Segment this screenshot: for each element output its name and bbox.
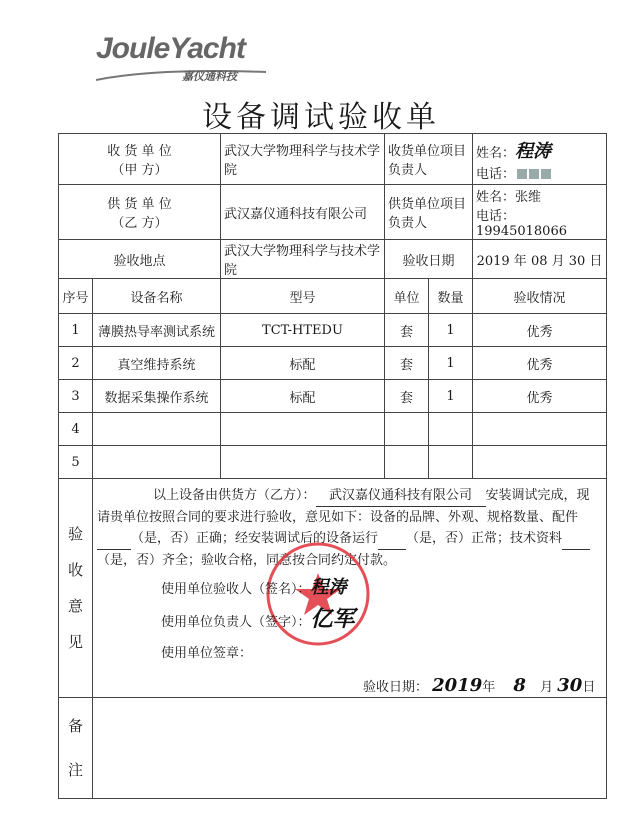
cell-qty: 1 bbox=[429, 380, 473, 413]
col-header-index: 序号 bbox=[59, 279, 93, 314]
blank-line bbox=[562, 528, 590, 550]
signature-seal bbox=[161, 643, 252, 664]
cell-name bbox=[93, 446, 221, 479]
company-logo bbox=[96, 32, 266, 84]
side-char: 验 bbox=[67, 525, 83, 543]
cell-status bbox=[473, 413, 607, 446]
supplier-row bbox=[59, 185, 607, 240]
receiver-row bbox=[59, 134, 607, 185]
logo-swoosh-icon bbox=[96, 62, 266, 84]
cell-qty bbox=[429, 413, 473, 446]
col-header-qty: 数量 bbox=[429, 279, 473, 314]
date-value: 2019 年 08 月 30 日 bbox=[473, 240, 607, 279]
supplier-label-line1: 供 货 单 位 bbox=[107, 197, 172, 212]
sig1-label: 使用单位验收人（签名）： bbox=[161, 582, 311, 597]
acceptance-text-yes3: （是，否）齐全；验收合格，同意按合同约定付款。 bbox=[97, 553, 397, 568]
acceptance-text-start: 以上设备由供货方（乙方）： bbox=[153, 488, 316, 503]
date-day: 30 bbox=[557, 675, 583, 696]
location-row bbox=[59, 240, 607, 279]
cell-index: 2 bbox=[59, 347, 93, 380]
receiver-phone-label: 电话： bbox=[476, 166, 516, 182]
blank-line bbox=[97, 528, 131, 550]
table-row bbox=[59, 413, 607, 446]
side-char: 意 bbox=[67, 597, 83, 615]
cell-name: 薄膜热导率测试系统 bbox=[93, 314, 221, 347]
date-label: 验收日期 bbox=[385, 240, 473, 279]
acceptance-content bbox=[93, 479, 607, 698]
cell-model: 标配 bbox=[221, 347, 385, 380]
equipment-header-row bbox=[59, 279, 607, 314]
table-row bbox=[59, 380, 607, 413]
cell-status: 优秀 bbox=[473, 314, 607, 347]
location-value: 武汉大学物理科学与技术学院 bbox=[221, 240, 385, 279]
redaction-mark bbox=[541, 169, 551, 179]
signature-acceptor bbox=[161, 577, 347, 600]
logo-subtitle: 嘉仪通科技 bbox=[182, 70, 237, 83]
supplier-label bbox=[59, 185, 221, 240]
cell-unit bbox=[385, 413, 429, 446]
supplier-contact-label: 供货单位项目负责人 bbox=[385, 185, 473, 240]
cell-unit: 套 bbox=[385, 380, 429, 413]
table-row bbox=[59, 347, 607, 380]
cell-name bbox=[93, 413, 221, 446]
location-label: 验收地点 bbox=[59, 240, 221, 279]
cell-qty: 1 bbox=[429, 347, 473, 380]
sig1-handwriting: 程涛 bbox=[310, 577, 347, 598]
remark-side-label bbox=[59, 698, 93, 799]
cell-model bbox=[221, 446, 385, 479]
signature-manager bbox=[161, 606, 355, 633]
cell-qty: 1 bbox=[429, 314, 473, 347]
date-month-unit: 月 bbox=[540, 680, 554, 695]
acceptance-date-label: 验收日期： bbox=[363, 680, 429, 695]
cell-name: 数据采集操作系统 bbox=[93, 380, 221, 413]
receiver-label-line2: （甲 方） bbox=[111, 163, 168, 178]
col-header-status: 验收情况 bbox=[473, 279, 607, 314]
cell-index: 1 bbox=[59, 314, 93, 347]
acceptance-row bbox=[59, 479, 607, 698]
supplier-contact bbox=[473, 185, 607, 240]
side-char: 见 bbox=[67, 633, 83, 651]
cell-model: 标配 bbox=[221, 380, 385, 413]
acceptance-text-yes1: （是，否）正确；经安装调试后的设备运行 bbox=[131, 531, 379, 546]
receiver-name-signature: 程涛 bbox=[515, 140, 552, 162]
acceptance-text-mid: 安装调试完成，现请贵单位按照合同的要求进行验收，意见如下：设备的品牌、外观、规格数量、配件 bbox=[97, 488, 590, 525]
col-header-model: 型号 bbox=[221, 279, 385, 314]
supplier-name: 姓名：张维 bbox=[476, 189, 542, 205]
supplier-value: 武汉嘉仪通科技有限公司 bbox=[221, 185, 385, 240]
date-month: 8 bbox=[513, 675, 526, 696]
acceptance-side-label bbox=[59, 479, 93, 698]
col-header-name: 设备名称 bbox=[93, 279, 221, 314]
cell-qty bbox=[429, 446, 473, 479]
remark-content bbox=[93, 698, 607, 799]
sig2-label: 使用单位负责人（签字）： bbox=[161, 615, 311, 630]
acceptance-form bbox=[58, 133, 607, 799]
receiver-label-line1: 收 货 单 位 bbox=[107, 144, 172, 159]
logo-brand: JouleYacht bbox=[96, 32, 245, 65]
cell-index: 5 bbox=[59, 446, 93, 479]
receiver-label bbox=[59, 134, 221, 185]
cell-unit bbox=[385, 446, 429, 479]
supplier-phone: 电话：19945018066 bbox=[476, 208, 567, 239]
receiver-value: 武汉大学物理科学与技术学院 bbox=[221, 134, 385, 185]
document-title: 设备调试验收单 bbox=[202, 100, 440, 135]
cell-unit: 套 bbox=[385, 314, 429, 347]
cell-model: TCT-HTEDU bbox=[221, 314, 385, 347]
side-char: 备 bbox=[67, 717, 83, 735]
sig2-handwriting: 亿军 bbox=[310, 606, 355, 632]
redaction-mark bbox=[529, 169, 539, 179]
cell-index: 3 bbox=[59, 380, 93, 413]
table-row bbox=[59, 314, 607, 347]
side-char: 收 bbox=[67, 561, 83, 579]
cell-model bbox=[221, 413, 385, 446]
table-row bbox=[59, 446, 607, 479]
supplier-label-line2: （乙 方） bbox=[111, 216, 168, 231]
col-header-unit: 单位 bbox=[385, 279, 429, 314]
acceptance-text-yes2: （是，否）正常；技术资料 bbox=[406, 531, 563, 546]
redaction-mark bbox=[517, 169, 527, 179]
date-year-unit: 年 bbox=[482, 680, 496, 695]
receiver-name-label: 姓名： bbox=[476, 145, 516, 161]
acceptance-date bbox=[363, 675, 595, 698]
side-char: 注 bbox=[67, 761, 83, 779]
cell-status: 优秀 bbox=[473, 380, 607, 413]
cell-unit: 套 bbox=[385, 347, 429, 380]
receiver-contact-label: 收货单位项目负责人 bbox=[385, 134, 473, 185]
cell-status bbox=[473, 446, 607, 479]
date-year: 2019 bbox=[432, 675, 483, 696]
receiver-contact bbox=[473, 134, 607, 185]
date-day-unit: 日 bbox=[582, 680, 596, 695]
remark-row bbox=[59, 698, 607, 799]
sig3-label: 使用单位签章： bbox=[161, 646, 253, 661]
supplier-fill-value: 武汉嘉仪通科技有限公司 bbox=[316, 485, 486, 507]
cell-name: 真空维持系统 bbox=[93, 347, 221, 380]
blank-line bbox=[378, 528, 406, 550]
cell-status: 优秀 bbox=[473, 347, 607, 380]
cell-index: 4 bbox=[59, 413, 93, 446]
